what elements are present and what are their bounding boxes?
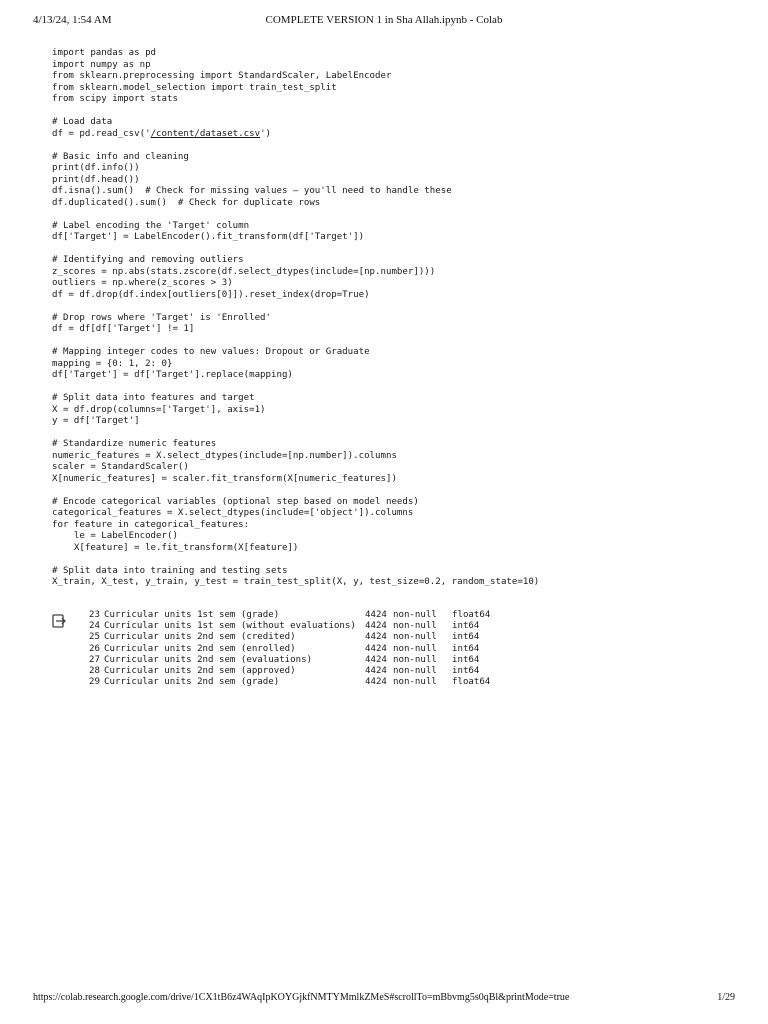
row-column-name: Curricular units 2nd sem (enrolled)	[104, 643, 296, 654]
row-nonnull: non-null	[393, 665, 437, 676]
code-line	[52, 140, 742, 152]
row-column-name: Curricular units 1st sem (without evaluations)	[104, 621, 356, 632]
print-header	[33, 14, 735, 30]
output-redirect-icon[interactable]	[52, 614, 68, 630]
row-nonnull: non-null	[393, 654, 437, 665]
row-dtype: float64	[452, 610, 491, 620]
print-url: https://colab.research.google.com/drive/1CX1tB6z4WAqIpKOYGjkfNMTYMmlkZMeS#scrollTo=mBbvmg5s0qBl&printMode=true	[33, 992, 570, 1003]
row-nonnull: non-null	[393, 677, 437, 688]
code-line	[52, 244, 742, 256]
row-column-name: Curricular units 2nd sem (evaluations)	[104, 654, 313, 665]
row-dtype: int64	[452, 654, 480, 665]
row-dtype: int64	[452, 643, 480, 654]
code-line: # Split data into features and target	[52, 393, 255, 403]
code-line	[52, 428, 742, 440]
code-line: from sklearn.model_selection import train_test_split	[52, 82, 337, 93]
file-path-link[interactable]: /content/dataset.csv	[150, 128, 261, 139]
row-count: 4424	[365, 610, 387, 620]
code-line: numeric_features = X.select_dtypes(include=[np.number]).columns	[52, 450, 397, 461]
row-index: 24	[89, 621, 100, 632]
code-line: print(df.head())	[52, 174, 140, 185]
row-count: 4424	[365, 677, 387, 688]
code-line: # Basic info and cleaning	[52, 151, 189, 162]
page-title: COMPLETE VERSION 1 in Sha Allah.ipynb - Colab	[265, 14, 503, 26]
code-line	[52, 336, 742, 348]
code-line: # Standardize numeric features	[52, 439, 217, 449]
row-index: 26	[89, 643, 100, 654]
code-line: df['Target'] = LabelEncoder().fit_transform(df['Target'])	[52, 232, 365, 242]
print-footer	[33, 992, 735, 1006]
code-line	[52, 301, 742, 313]
code-line: scaler = StandardScaler()	[52, 462, 189, 472]
row-count: 4424	[365, 643, 387, 654]
code-line: X = df.drop(columns=['Target'], axis=1)	[52, 404, 266, 415]
code-line: df = df[df['Target'] != 1]	[52, 324, 195, 334]
row-count: 4424	[365, 665, 387, 676]
code-line: df = df.drop(df.index[outliers[0]]).reset_index(drop=True)	[52, 289, 370, 300]
code-line: df['Target'] = df['Target'].replace(mapping)	[52, 370, 293, 380]
row-nonnull: non-null	[393, 632, 437, 643]
code-line: from scipy import stats	[52, 94, 178, 104]
row-dtype: int64	[452, 632, 480, 643]
row-index: 27	[89, 654, 100, 665]
code-line: mapping = {0: 1, 2: 0}	[52, 358, 173, 369]
code-line: df = pd.read_csv('/content/dataset.csv')	[52, 128, 272, 139]
code-line: print(df.info())	[52, 163, 140, 173]
code-line: df.isna().sum() # Check for missing values — you'll need to handle these	[52, 186, 452, 196]
code-line	[52, 554, 742, 566]
row-nonnull: non-null	[393, 643, 437, 654]
code-line	[52, 382, 742, 394]
row-index: 28	[89, 665, 100, 676]
print-datetime: 4/13/24, 1:54 AM	[33, 14, 112, 26]
code-line	[52, 106, 742, 118]
row-index: 23	[89, 610, 100, 620]
code-line: # Split data into training and testing sets	[52, 565, 288, 576]
row-dtype: int64	[452, 621, 480, 632]
code-line	[52, 209, 742, 221]
row-index: 29	[89, 677, 100, 688]
row-column-name: Curricular units 2nd sem (grade)	[104, 677, 280, 688]
code-line: X[feature] = le.fit_transform(X[feature])	[52, 542, 299, 553]
row-nonnull: non-null	[393, 610, 437, 620]
code-line: # Identifying and removing outliers	[52, 255, 244, 265]
code-cell[interactable]	[52, 48, 742, 589]
code-line: le = LabelEncoder()	[52, 531, 178, 541]
row-column-name: Curricular units 2nd sem (credited)	[104, 632, 296, 643]
page-number: 1/29	[717, 992, 735, 1003]
code-line: # Mapping integer codes to new values: Dropout or Graduate	[52, 347, 370, 357]
code-line: # Drop rows where 'Target' is 'Enrolled'	[52, 312, 271, 323]
code-line: # Label encoding the 'Target' column	[52, 220, 250, 231]
code-line: z_scores = np.abs(stats.zscore(df.select_dtypes(include=[np.number])))	[52, 266, 436, 277]
row-index: 25	[89, 632, 100, 643]
code-line: # Load data	[52, 117, 113, 127]
row-count: 4424	[365, 632, 387, 643]
code-line: import pandas as pd	[52, 48, 157, 58]
row-dtype: int64	[452, 665, 480, 676]
code-line: # Encode categorical variables (optional step based on model needs)	[52, 496, 419, 507]
code-line: from sklearn.preprocessing import StandardScaler, LabelEncoder	[52, 71, 392, 81]
code-line: categorical_features = X.select_dtypes(include=['object']).columns	[52, 508, 414, 518]
code-line: X[numeric_features] = scaler.fit_transform(X[numeric_features])	[52, 473, 397, 484]
row-column-name: Curricular units 2nd sem (approved)	[104, 665, 296, 676]
row-dtype: float64	[452, 677, 491, 688]
code-line: X_train, X_test, y_train, y_test = train_test_split(X, y, test_size=0.2, random_state=10)	[52, 577, 540, 587]
row-column-name: Curricular units 1st sem (grade)	[104, 610, 280, 620]
code-line: for feature in categorical_features:	[52, 519, 250, 530]
row-count: 4424	[365, 654, 387, 665]
code-line	[52, 485, 742, 497]
code-line: y = df['Target']	[52, 416, 140, 426]
code-lines	[52, 48, 742, 589]
code-line: df.duplicated().sum() # Check for duplicate rows	[52, 197, 321, 208]
row-count: 4424	[365, 621, 387, 632]
code-line: import numpy as np	[52, 59, 151, 70]
row-nonnull: non-null	[393, 621, 437, 632]
code-line: outliers = np.where(z_scores > 3)	[52, 278, 233, 288]
